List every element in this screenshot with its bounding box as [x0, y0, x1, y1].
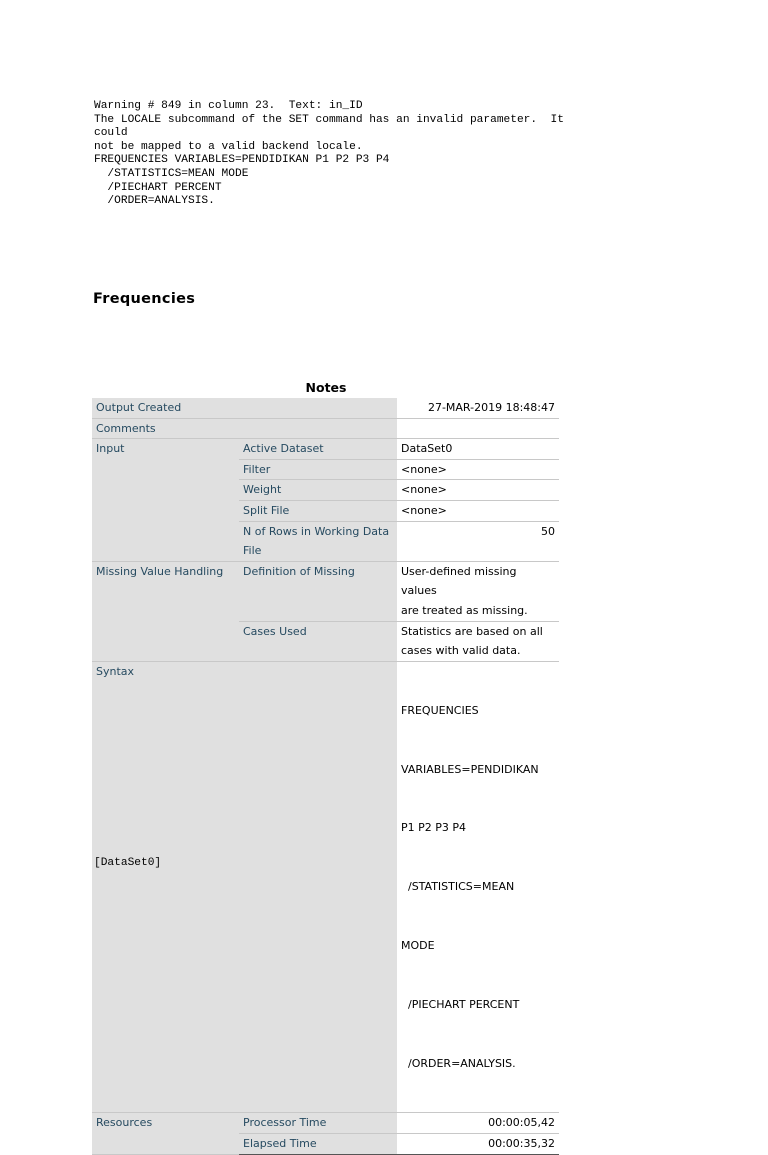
active-dataset-value: DataSet0 — [397, 439, 559, 460]
log-line: /STATISTICS=MEAN MODE — [94, 167, 249, 180]
syntax-value — [397, 661, 559, 1113]
cases-used-value-line: Statistics are based on all — [401, 624, 543, 638]
n-rows-label-line: N of Rows in Working Data — [243, 524, 390, 538]
definition-of-missing-value — [397, 561, 559, 621]
frequencies-heading: Frequencies — [93, 291, 196, 307]
log-line: FREQUENCIES VARIABLES=PENDIDIKAN P1 P2 P3 P4 — [94, 154, 390, 167]
syntax-log — [94, 100, 564, 209]
active-dataset-label: Active Dataset — [239, 439, 397, 460]
definition-value-line: are treated as missing. — [401, 603, 528, 617]
table-row — [92, 439, 559, 460]
log-line: The LOCALE subcommand of the SET command has an invalid parameter. It — [94, 113, 564, 126]
table-row — [92, 418, 559, 439]
dataset-footer: [DataSet0] — [94, 857, 162, 869]
processor-time-label: Processor Time — [239, 1113, 397, 1134]
comments-label: Comments — [92, 418, 397, 439]
filter-label: Filter — [239, 459, 397, 480]
elapsed-time-value: 00:00:35,32 — [397, 1133, 559, 1154]
filter-value: <none> — [397, 459, 559, 480]
processor-time-value: 00:00:05,42 — [397, 1113, 559, 1134]
definition-value-line: User-defined missing values — [401, 564, 517, 598]
syntax-line: VARIABLES=PENDIDIKAN — [401, 762, 539, 776]
log-line: /ORDER=ANALYSIS. — [94, 195, 215, 208]
syntax-line: P1 P2 P3 P4 — [401, 821, 467, 835]
output-created-label: Output Created — [92, 398, 397, 418]
notes-table-title: Notes — [305, 380, 347, 395]
syntax-line: /ORDER=ANALYSIS. — [401, 1056, 516, 1070]
comments-value — [397, 418, 559, 439]
n-rows-value: 50 — [397, 521, 559, 561]
table-row — [92, 561, 559, 621]
weight-value: <none> — [397, 480, 559, 501]
cases-used-value-line: cases with valid data. — [401, 644, 521, 658]
n-rows-label — [239, 521, 397, 561]
table-row — [92, 398, 559, 418]
syntax-line: /STATISTICS=MEAN — [401, 880, 515, 894]
cases-used-value — [397, 621, 559, 661]
syntax-line: /PIECHART PERCENT — [401, 997, 520, 1011]
split-file-value: <none> — [397, 500, 559, 521]
definition-of-missing-label: Definition of Missing — [239, 561, 397, 621]
n-rows-label-line: File — [243, 544, 262, 558]
elapsed-time-label: Elapsed Time — [239, 1133, 397, 1154]
weight-label: Weight — [239, 480, 397, 501]
output-created-value: 27-MAR-2019 18:48:47 — [397, 398, 559, 418]
missing-value-handling-label: Missing Value Handling — [92, 561, 239, 661]
syntax-line: MODE — [401, 939, 435, 953]
syntax-label: Syntax — [92, 661, 397, 1113]
resources-label: Resources — [92, 1113, 239, 1154]
table-row — [92, 661, 559, 1113]
cases-used-label: Cases Used — [239, 621, 397, 661]
notes-table — [92, 398, 559, 1155]
log-line: not be mapped to a valid backend locale. — [94, 140, 363, 153]
table-row — [92, 1113, 559, 1134]
syntax-line: FREQUENCIES — [401, 703, 479, 717]
log-line: Warning # 849 in column 23. Text: in_ID — [94, 100, 363, 112]
log-line: could — [94, 127, 128, 140]
input-label: Input — [92, 439, 239, 562]
split-file-label: Split File — [239, 500, 397, 521]
log-line: /PIECHART PERCENT — [94, 181, 222, 194]
